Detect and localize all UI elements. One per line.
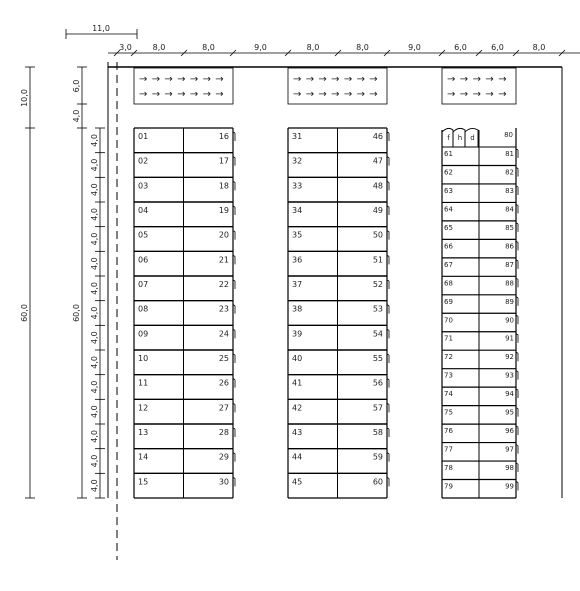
arrow-icon: → (139, 74, 148, 85)
stall-number: 04 (138, 206, 149, 215)
arrow-icon: → (318, 74, 327, 85)
left-dimension-label: 4,0 (90, 454, 99, 468)
stall-number: 01 (138, 132, 149, 141)
stall-number: 28 (218, 428, 229, 437)
stall-number: 47 (372, 156, 383, 166)
stall-number: 22 (218, 280, 229, 289)
stall-number: 37 (292, 280, 303, 289)
arrow-icon: → (447, 89, 456, 100)
header-mark: h (457, 134, 463, 142)
arrow-icon: → (151, 74, 161, 85)
arrow-icon: → (498, 89, 507, 100)
stall-number: 66 (444, 242, 453, 251)
stall-number: 31 (292, 132, 303, 141)
stall-number: 72 (444, 353, 453, 362)
stall-number: 16 (218, 132, 229, 141)
stall-number: 24 (218, 329, 229, 339)
top-dimension-label: 8,0 (532, 43, 546, 52)
stall-number: 26 (218, 378, 229, 388)
left-dimension-label: 10,0 (20, 89, 29, 107)
stall-number: 51 (372, 255, 383, 265)
left-dimension-label: 4,0 (90, 331, 99, 345)
arrow-icon: → (202, 89, 211, 100)
stall-number: 38 (292, 304, 303, 314)
arrow-icon: → (472, 89, 481, 100)
arrow-icon: → (293, 74, 302, 85)
arrow-icon: → (331, 74, 340, 85)
arrow-icon: → (164, 89, 173, 100)
top-dimension-label: 3,0 (119, 43, 132, 52)
stall-number: 75 (444, 408, 453, 417)
arrow-icon: → (343, 74, 353, 85)
arrow-icon: → (472, 74, 481, 85)
stall-number: 11 (138, 378, 149, 388)
stall-number: 63 (444, 186, 453, 195)
stall-number: 44 (292, 452, 303, 462)
stall-number: 95 (505, 408, 514, 417)
top-dimension-label: 9,0 (254, 43, 267, 52)
top-dimension-label: 8,0 (306, 43, 320, 52)
stall-number: 64 (444, 205, 453, 214)
stall-number: 81 (505, 150, 514, 158)
stall-number: 56 (372, 378, 383, 388)
left-dimension-label: 4,0 (90, 405, 99, 419)
stall-number: 98 (505, 464, 514, 473)
stall-number: 93 (505, 371, 514, 380)
stall-number: 78 (444, 464, 453, 473)
arrow-icon: → (177, 74, 186, 85)
stall-number: 32 (292, 156, 303, 166)
stall-number: 18 (218, 181, 229, 191)
arrow-icon: → (369, 74, 378, 85)
left-dimension-label: 4,0 (90, 281, 99, 295)
arrow-icon: → (305, 74, 315, 85)
top-dimension-label: 6,0 (454, 43, 467, 52)
stall-number: 99 (505, 482, 514, 491)
left-dimension-label: 4,0 (90, 429, 99, 443)
stall-number: 02 (138, 156, 149, 166)
stall-number: 69 (444, 297, 453, 306)
stall-number: 54 (372, 329, 383, 339)
arrow-icon: → (369, 89, 378, 100)
stall-number: 13 (138, 428, 149, 437)
stall-number: 53 (372, 304, 383, 314)
arrow-icon: → (343, 89, 353, 100)
arrow-icon: → (356, 89, 365, 100)
top-dimension-overall: 11,0 (92, 24, 110, 33)
stall-number: 84 (505, 205, 514, 214)
top-dimension-label: 8,0 (152, 43, 166, 52)
arrow-icon: → (202, 74, 211, 85)
stall-number: 83 (505, 186, 514, 195)
left-dimension-label: 4,0 (90, 183, 99, 197)
stall-number: 88 (505, 279, 514, 288)
stall-number: 46 (372, 132, 383, 141)
header-mark: d (470, 134, 475, 142)
stall-number: 52 (372, 280, 383, 289)
stall-number: 25 (218, 354, 229, 363)
stall-number: 90 (505, 316, 514, 325)
left-dimension-label: 4,0 (90, 133, 99, 147)
stall-number: 79 (444, 482, 453, 491)
stall-number: 35 (292, 230, 303, 240)
stall-number: 57 (372, 403, 383, 413)
arrow-icon: → (459, 74, 469, 85)
stall-number: 43 (292, 428, 303, 437)
parking-block-a (134, 128, 235, 498)
stall-number: 20 (218, 230, 229, 240)
stall-number: 07 (138, 280, 149, 289)
stall-number: 27 (218, 403, 229, 413)
left-dimension-label: 4,0 (90, 207, 99, 221)
left-dimension-outer (20, 67, 35, 498)
stall-number: 89 (505, 297, 514, 306)
top-dimension-label: 6,0 (491, 43, 504, 52)
parking-block-b (288, 128, 389, 498)
arrow-icon: → (447, 74, 456, 85)
stall-number: 06 (138, 255, 149, 265)
arrow-icon: → (356, 74, 365, 85)
stall-number: 76 (444, 427, 453, 436)
arrow-icon: → (164, 74, 173, 85)
stall-number: 80 (504, 131, 513, 139)
stall-number: 73 (444, 371, 453, 380)
top-dimension-label: 9,0 (408, 43, 421, 52)
stall-number: 09 (138, 329, 149, 339)
stall-number: 87 (505, 260, 514, 269)
stall-number: 39 (292, 329, 303, 339)
stall-number: 34 (292, 206, 303, 215)
arrow-icon: → (189, 89, 199, 100)
stall-number: 40 (292, 354, 303, 363)
left-dimension-label: 4,0 (90, 158, 99, 172)
header-mark: f (447, 134, 450, 142)
stall-number: 12 (138, 403, 149, 413)
arrow-icon: → (177, 89, 186, 100)
stall-number: 97 (505, 445, 514, 454)
stall-number: 10 (138, 354, 149, 363)
left-dimension-label: 6,0 (72, 79, 81, 93)
stall-number: 30 (218, 477, 229, 487)
arrow-icon: → (215, 74, 224, 85)
stall-number: 61 (444, 150, 453, 158)
stall-number: 50 (372, 230, 383, 240)
arrow-icon: → (189, 74, 199, 85)
stall-number: 94 (505, 390, 514, 399)
stall-number: 19 (218, 206, 229, 215)
stall-number: 15 (138, 477, 149, 487)
stall-number: 41 (292, 378, 303, 388)
arrow-icon: → (331, 89, 340, 100)
stall-number: 29 (218, 452, 229, 462)
left-dimension-label: 4,0 (90, 380, 99, 394)
stall-number: 17 (218, 156, 229, 166)
stall-number: 08 (138, 304, 149, 314)
stall-number: 67 (444, 260, 453, 269)
left-dimension-label: 4,0 (90, 355, 99, 369)
stall-number: 96 (505, 427, 514, 436)
stall-number: 62 (444, 168, 453, 177)
stall-number: 05 (138, 230, 149, 240)
stall-number: 91 (505, 334, 514, 343)
arrow-icon: → (485, 74, 494, 85)
arrow-icon: → (318, 89, 327, 100)
stall-number: 45 (292, 477, 303, 487)
stall-number: 03 (138, 181, 149, 191)
stall-number: 23 (218, 304, 229, 314)
stall-number: 55 (372, 354, 383, 363)
stall-number: 58 (372, 428, 383, 437)
left-dimension-inner (90, 128, 105, 498)
stall-number: 74 (444, 390, 453, 399)
stall-number: 36 (292, 255, 303, 265)
arrow-icon: → (459, 89, 469, 100)
left-dimension-label: 4,0 (90, 306, 99, 320)
left-dimension-middle (72, 67, 87, 498)
arrow-icon: → (151, 89, 161, 100)
left-dimension-label: 4,0 (72, 109, 81, 123)
stall-number: 60 (372, 477, 383, 487)
stall-number: 71 (444, 334, 453, 343)
arrow-icon: → (305, 89, 315, 100)
stall-number: 82 (505, 168, 514, 177)
top-dimension-label: 8,0 (356, 43, 369, 52)
stall-number: 33 (292, 181, 303, 191)
bike-stall-arrows (139, 74, 507, 100)
arrow-icon: → (139, 89, 148, 100)
stall-number: 49 (372, 206, 383, 215)
left-dimension-label: 60,0 (20, 304, 29, 322)
stall-number: 42 (292, 403, 303, 413)
left-dimension-label: 4,0 (90, 257, 99, 271)
stall-number: 77 (444, 445, 453, 454)
stall-number: 92 (505, 353, 514, 362)
stall-number: 85 (505, 223, 514, 232)
left-dimension-label: 4,0 (90, 232, 99, 246)
arrow-icon: → (485, 89, 494, 100)
arrow-icon: → (215, 89, 224, 100)
top-dimension-ticks (114, 43, 565, 56)
stall-number: 86 (505, 242, 514, 251)
left-dimension-label: 60,0 (72, 304, 81, 322)
arrow-icon: → (293, 89, 302, 100)
arrow-icon: → (498, 74, 507, 85)
parking-block-c (442, 128, 518, 498)
stall-number: 68 (444, 279, 453, 288)
stall-number: 70 (444, 316, 453, 325)
stall-number: 48 (372, 181, 383, 191)
stall-number: 65 (444, 223, 453, 232)
left-dimension-label: 4,0 (90, 479, 99, 493)
top-dimension-label: 8,0 (202, 43, 215, 52)
stall-number: 21 (218, 255, 229, 265)
stall-number: 14 (138, 452, 149, 462)
stall-number: 59 (372, 452, 383, 462)
